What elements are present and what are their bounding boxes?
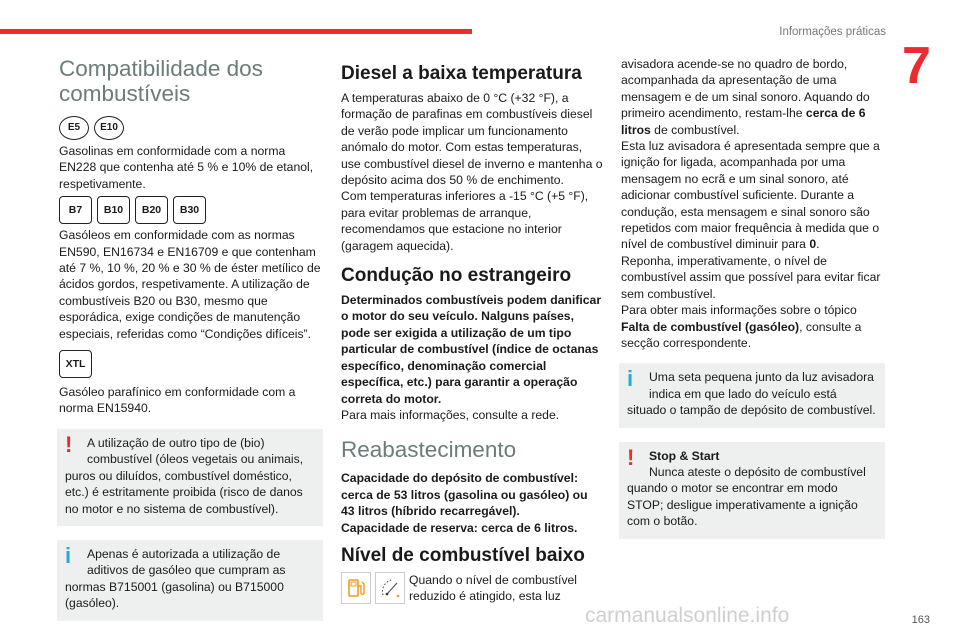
e10-label-icon: E10 [94, 116, 124, 140]
petrol-labels [59, 116, 321, 140]
xtl-labels [59, 350, 321, 378]
page-number: 163 [911, 614, 930, 626]
low-fuel-paragraph-3: Reponha, imperativamente, o nível de combustível assim que possível para evitar ficar sem combustível. [621, 253, 881, 301]
reserve-capacity: Capacidade de reserva: cerca de 6 litros. [341, 520, 578, 535]
diesel-text: Gasóleos em conformidade com as normas EN590, EN16734 e EN16709 e que contenham até 7 %, 10 %, 20 % e 30 % de éster metílico de ácidos gordos, respetivamente. A utilização de combustíveis B20 ou B30, mesmo que esporádica, exige condições de manutenção especiais, referidas como “Condições difíceis”. [59, 228, 321, 341]
text: de combustível. [650, 122, 740, 137]
petrol-text: Gasolinas em conformidade com a norma EN228 que contenha até 5 % e 10% de etanol, respetivamente. [59, 144, 314, 191]
watermark: carmanualsonline.info [585, 604, 790, 627]
e5-label-icon: E5 [59, 116, 89, 140]
diesel-low-temp-text-2: Com temperaturas inferiores a -15 °C (+5 °F), para evitar problemas de arranque, recomendamos que estacione no interior (garagem aquecida). [341, 189, 589, 253]
xtl-text: Gasóleo parafínico em conformidade com a norma EN15940. [59, 385, 296, 416]
low-fuel-text: Quando o nível de combustível reduzido é atingido, esta luz [409, 572, 578, 604]
text: Esta luz avisadora é apresentada sempre que a ignição for ligada, acompanhada por uma mensagem no ecrã e um sinal sonoro, até adicionar combustível suficiente. Durante a condução, esta mensagem e sinal sonoro são repetidos com maior frequência à medida que o nível de combustível diminuir para [621, 139, 880, 252]
text: Para obter mais informações sobre o tópico [621, 303, 857, 318]
low-fuel-paragraph-2 [621, 138, 883, 253]
column-2 [341, 56, 603, 605]
column-3 [621, 56, 883, 539]
diesel-labels [59, 196, 321, 224]
fuel-pump-icon [341, 572, 371, 604]
heading-driving-abroad: Condução no estrangeiro [341, 265, 572, 287]
section-title: Informações práticas [779, 26, 886, 38]
low-fuel-paragraph-1 [621, 56, 883, 138]
warning-icon: ! [65, 431, 73, 457]
warning-text: A utilização de outro tipo de (bio) combustível (óleos vegetais ou animais, puros ou diluídos, combustível doméstico, etc.) é estritamente proibida (risco de danos no motor e no sistema de combustível). [65, 435, 304, 516]
warning-note [57, 429, 323, 526]
heading-diesel-low-temp: Diesel a baixa temperatura [341, 63, 582, 84]
driving-abroad-bold: Determinados combustíveis podem danificar o motor do seu veículo. Nalguns países, pode ser exigida a utilização de um tipo particular de combustível (índice de octanas específico, denominação comercial específica, etc.) para garantir a operação correta do motor. [341, 293, 602, 406]
text: . [816, 237, 820, 252]
b30-label-icon: B30 [173, 196, 206, 224]
warning-note [619, 442, 885, 539]
text: avisadora acende-se no quadro de bordo, acompanhada da apresentação de uma mensagem e de um sinal sonoro. Aquando do primeiro acendimento, restam-lhe [621, 57, 870, 121]
b10-label-icon: B10 [97, 196, 130, 224]
info-note [619, 363, 885, 427]
chapter-number: 7 [902, 37, 931, 95]
heading-refuelling: Reabastecimento [341, 437, 517, 463]
zero-level: 0 [809, 237, 817, 252]
low-fuel-lamps [341, 572, 405, 604]
fuel-gauge-icon [375, 572, 405, 604]
b7-label-icon: B7 [59, 196, 92, 224]
low-fuel-paragraph-4 [621, 302, 883, 351]
column-1 [59, 56, 321, 621]
info-note [57, 540, 323, 621]
info-text: Uma seta pequena junto da luz avisadora indica em que lado do veículo está situado o tampão de depósito de combustível. [627, 370, 876, 418]
tank-capacity: Capacidade do depósito de combustível: cerca de 53 litros (gasolina ou gasóleo) ou 43 litros (híbrido recarregável). [341, 471, 588, 519]
info-text: Apenas é autorizada a utilização de aditivos de gasóleo que cumpram as normas B715001 (gasolina) ou B715000 (gasóleo). [65, 546, 286, 611]
remaining-fuel: cerca de 6 litros [621, 106, 866, 137]
warning-title: Stop & Start [649, 448, 720, 463]
diesel-low-temp-text: A temperaturas abaixo de 0 °C (+32 °F), a formação de parafinas em combustíveis diesel de verão pode implicar um funcionamento anómalo do motor. Com estas temperaturas, use combustível diesel de inverno e mantenha o depósito acima dos 50 % de enchimento. [341, 91, 603, 188]
info-icon: i [65, 542, 72, 568]
text: , consulte a secção correspondente. [621, 319, 862, 350]
xtl-label-icon: XTL [59, 350, 92, 378]
warning-text: Nunca ateste o depósito de combustível quando o motor se encontrar em modo STOP; desligue imperativamente a ignição com o botão. [627, 464, 866, 529]
warning-icon: ! [627, 444, 635, 470]
b20-label-icon: B20 [135, 196, 168, 224]
heading-fuel-compatibility: Compatibilidade dos combustíveis [59, 56, 263, 106]
info-icon: i [627, 366, 634, 392]
heading-low-fuel: Nível de combustível baixo [341, 544, 585, 566]
driving-abroad-text: Para mais informações, consulte a rede. [341, 407, 560, 422]
topic-reference: Falta de combustível (gasóleo) [621, 319, 800, 334]
header-red-bar [0, 29, 472, 34]
